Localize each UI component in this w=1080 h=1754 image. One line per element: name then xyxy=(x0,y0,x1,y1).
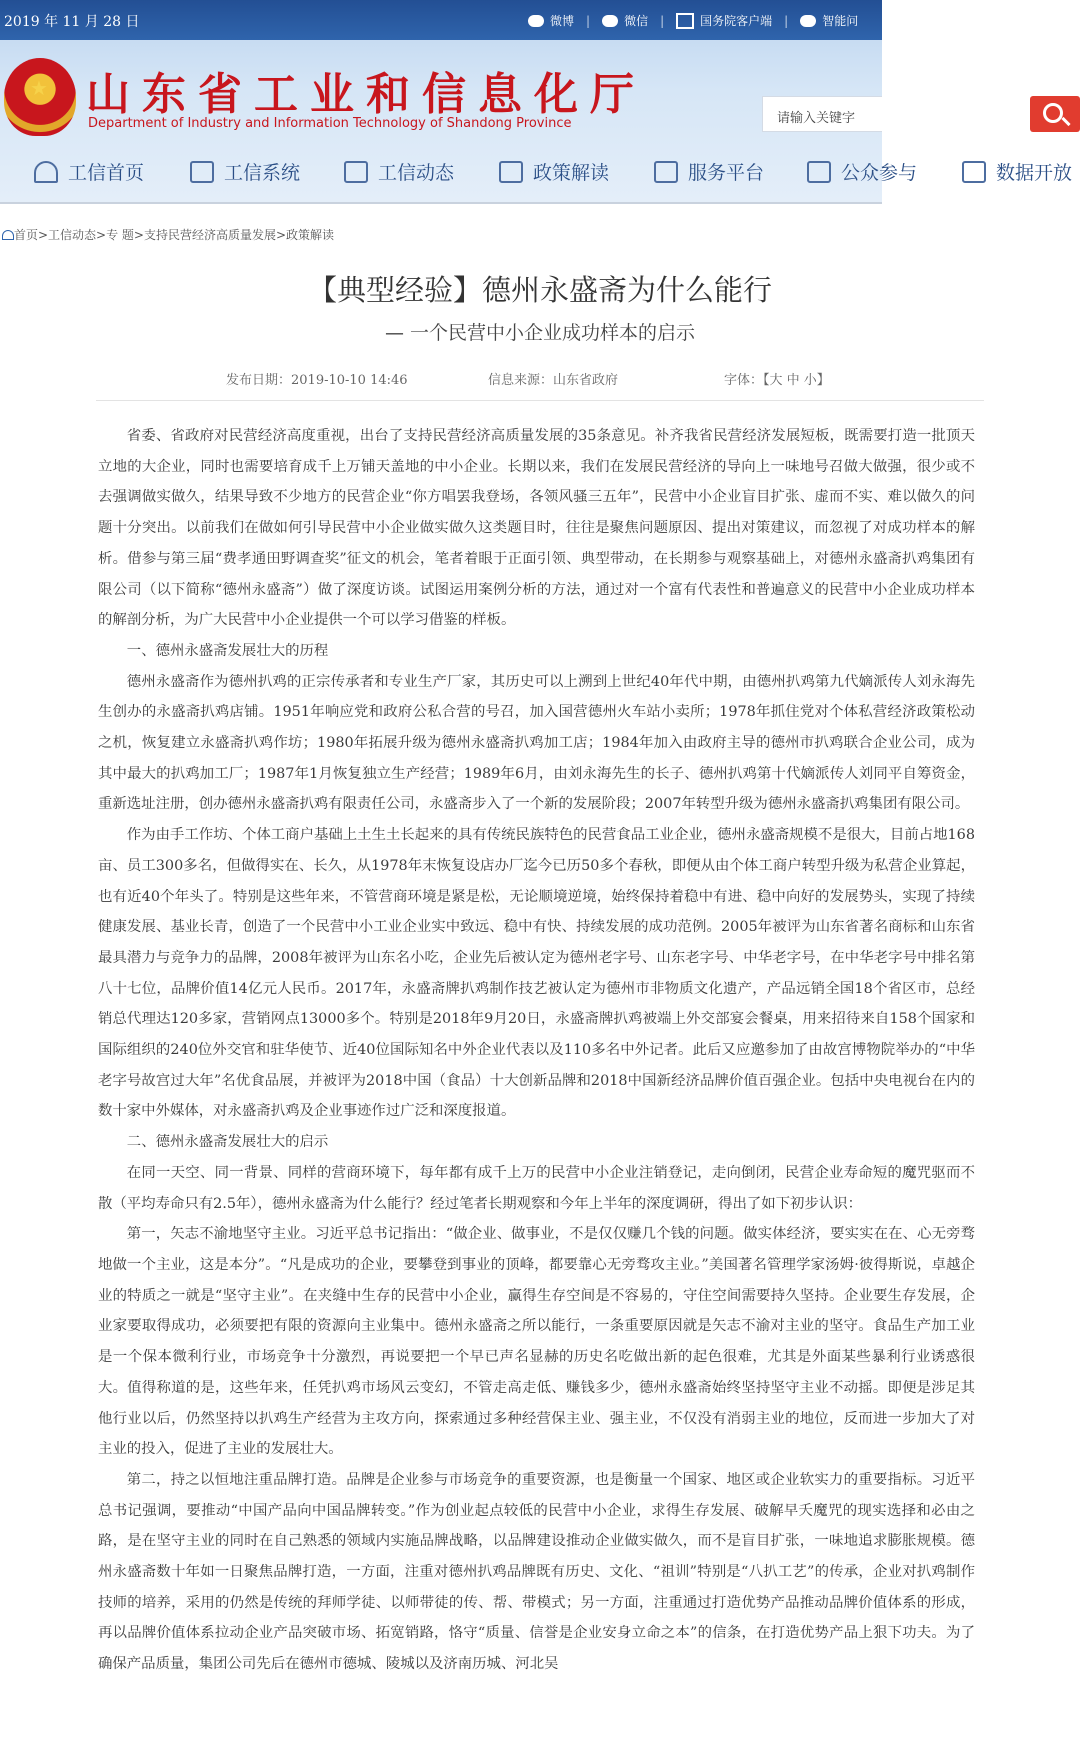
header-divider xyxy=(0,202,882,204)
site-subtitle: Department of Industry and Information Technology of Shandong Province xyxy=(88,116,572,131)
article-title: 【典型经验】德州永盛斋为什么能行 xyxy=(307,273,772,307)
breadcrumb xyxy=(2,226,334,243)
robot-link[interactable]: 智能问 xyxy=(800,12,858,29)
home-icon xyxy=(34,161,58,183)
book-icon xyxy=(807,161,831,183)
publish-date: 发布日期：2019-10-10 14:46 xyxy=(226,373,408,388)
search-input[interactable]: 请输入关键字 xyxy=(762,96,882,132)
paragraph: 作为由手工作坊、个体工商户基础上土生土长起来的具有传统民族特色的民营食品工业企业，德州永盛斋规模不是很大，目前占地168亩、员工300多名，但做得实在、长久，从1978年末恢复设店办厂迄今已历50多个春秋，即便从由个体工商户转型升级为私营企业算起，也有近40个年头了。特别是这些年来，不管营商环境是紧是松，无论顺境逆境，始终保持着稳中有进、稳中向好的发展势头，实现了持续健康发展、基业长青，创造了一个民营中小工业企业实中致远、稳中有快、持续发展的成功范例。2005年被评为山东省著名商标和山东省最具潜力与竞争力的品牌，2008年被评为山东名小吃，企业先后被认定为德州老字号、山东老字号、中华老字号，在中华老字号中排名第八十七位，品牌价值14亿元人民币。2017年，永盛斋牌扒鸡制作技艺被认定为德州市非物质文化遗产，产品远销全国18个省区市，总经销总代理达120多家，营销网点13000多个。特别是2018年9月20日，永盛斋牌扒鸡被端上外交部宴会餐桌，用来招待来自158个国家和国际组织的240位外交官和驻华使节、近40位国际知名中外企业代表以及110多名中外记者。此后又应邀参加了由故宫博物院举办的“中华老字号故宫过大年”名优食品展，并被评为2018中国（食品）十大创新品牌和2018中国新经济品牌价值百强企业。包括中央电视台在内的数十家中外媒体，对永盛斋扒鸡及企业事迹作过广泛和深度报道。 xyxy=(98,827,975,1120)
app-client-link[interactable]: 国务院客户端 xyxy=(676,12,772,29)
top-bar xyxy=(0,0,882,40)
weibo-icon xyxy=(528,15,544,27)
home-icon xyxy=(2,230,14,240)
robot-icon xyxy=(800,15,816,27)
article-body xyxy=(98,421,975,1680)
section-heading: 一、德州永盛斋发展壮大的历程 xyxy=(126,642,329,659)
paragraph: 第一，矢志不渝地坚守主业。习近平总书记指出：“做企业、做事业，不是仅仅赚几个钱的问题。做实体经济，要实实在在、心无旁骛地做一个主业，这是本分”。“凡是成功的企业，要攀登到事业的顶峰，都要靠心无旁骛攻主业。”美国著名管理学家汤姆·彼得斯说，卓越企业的特质之一就是“坚守主业”。在夹缝中生存的民营中小企业，赢得生存空间是不容易的，守住空间需要持久坚持。企业要生存发展，企业家要取得成功，必须要把有限的资源向主业集中。德州永盛斋之所以能行，一条重要原因就是矢志不渝对主业的坚守。食品生产加工业是一个保本微利行业，市场竞争十分激烈，再说要把一个早已声名显赫的历史名吃做出新的起色很难，尤其是外面某些暴利行业诱惑很大。值得称道的是，这些年来，任凭扒鸡市场风云变幻，不管走高走低、赚钱多少，德州永盛斋始终坚持坚守主业不动摇。即便是涉足其他行业以后，仍然坚持以扒鸡生产经营为主攻方向，探索通过多种经营保主业、强主业，不仅没有消弱主业的地位，反而进一步加大了对主业的投入，促进了主业的发展壮大。 xyxy=(98,1226,975,1458)
top-links: 微博 | 微信 | 国务院客户端 | 智能问 xyxy=(528,12,858,29)
weibo-link[interactable]: 微博 xyxy=(528,12,574,29)
search-icon xyxy=(1043,103,1063,123)
font-size-selector[interactable]: 字体：【大 中 小】 xyxy=(724,373,830,388)
paragraph: 第二，持之以恒地注重品牌打造。品牌是企业参与市场竞争的重要资源，也是衡量一个国家、地区或企业软实力的重要指标。习近平总书记强调，要推动“中国产品向中国品牌转变。”作为创业起点较低的民营中小企业，求得生存发展、破解早夭魔咒的现实选择和必由之路，是在坚守主业的同时在自己熟悉的领域内实施品牌战略，以品牌建设推动企业做实做久，而不是盲目扩张，一味地追求膨胀规模。德州永盛斋数十年如一日聚焦品牌打造，一方面，注重对德州扒鸡品牌既有历史、文化、“祖训”特别是“八扒工艺”的传承，企业对扒鸡制作技师的培养，采用的仍然是传统的拜师学徒、以师带徒的传、帮、带模式；另一方面，注重通过打造优势产品推动品牌价值体系的形成，再以品牌价值体系拉动企业产品突破市场、拓宽销路，恪守“质量、信誉是企业安身立命之本”的信条，在打造优势产品上狠下功夫。为了确保产品质量，集团公司先后在德州市德城、陵城以及济南历城、河北吴 xyxy=(98,1471,975,1673)
paragraph: 在同一天空、同一背景、同样的营商环境下，每年都有成千上万的民营中小企业注销登记，走向倒闭，民营企业寿命短的魔咒驱而不散（平均寿命只有2.5年），德州永盛斋为什么能行？经过笔者长期观察和今年上半年的深度调研，得出了如下初步认识： xyxy=(98,1164,975,1212)
data-icon xyxy=(962,161,986,183)
platform-icon xyxy=(654,161,678,183)
meta-divider xyxy=(96,400,984,401)
wechat-icon xyxy=(602,15,618,27)
breadcrumb-text[interactable]: 首页>工信动态>专 题>支持民营经济高质量发展>政策解读 xyxy=(14,228,335,242)
article-subtitle: — 一个民营中小企业成功样本的启示 xyxy=(384,322,696,344)
nav-home[interactable]: 工信首页 xyxy=(34,158,144,185)
site-title: 山东省工业和信息化厅 xyxy=(86,69,646,120)
building-icon xyxy=(190,161,214,183)
nav-system[interactable]: 工信系统 xyxy=(190,158,300,185)
app-client-icon xyxy=(676,13,694,29)
nav-participation[interactable]: 公众参与 xyxy=(807,158,917,185)
search-button[interactable] xyxy=(1030,96,1080,132)
nav-platform[interactable]: 服务平台 xyxy=(654,158,764,185)
section-heading: 二、德州永盛斋发展壮大的启示 xyxy=(126,1134,329,1151)
paragraph: 省委、省政府对民营经济高度重视，出台了支持民营经济高质量发展的35条意见。补齐我省民营经济发展短板，既需要打造一批顶天立地的大企业，同时也需要培育成千上万铺天盖地的中小企业。长期以来，我们在发展民营经济的导向上一味地号召做大做强，很少或不去强调做实做久，结果导致不少地方的民营企业“你方唱罢我登场，各领风骚三五年”，民营中小企业盲目扩张、虚而不实、难以做久的问题十分突出。以前我们在做如何引导民营中小企业做实做久这类题目时，往往是聚焦问题原因、提出对策建议，而忽视了对成功样本的解析。借参与第三届“费孝通田野调查奖”征文的机会，笔者着眼于正面引领、典型带动，在长期参与观察基础上，对德州永盛斋扒鸡集团有限公司（以下简称“德州永盛斋”）做了深度访谈。试图运用案例分析的方法，通过对一个富有代表性和普遍意义的民营中小企业成功样本的解剖分析，为广大民营中小企业提供一个可以学习借鉴的样板。 xyxy=(98,428,975,629)
nav-data[interactable]: 数据开放 xyxy=(962,158,1072,185)
wechat-link[interactable]: 微信 xyxy=(602,12,648,29)
nav-policy[interactable]: 政策解读 xyxy=(499,158,609,185)
news-icon xyxy=(344,161,368,183)
nav-news[interactable]: 工信动态 xyxy=(344,158,454,185)
national-emblem-icon: ★ xyxy=(4,58,76,136)
paragraph: 德州永盛斋作为德州扒鸡的正宗传承者和专业生产厂家，其历史可以上溯到上世纪40年代中期，由德州扒鸡第九代嫡派传人刘永海先生创办的永盛斋扒鸡店铺。1951年响应党和政府公私合营的号召，加入国营德州火车站小卖所；1978年抓住党对个体私营经济政策松动之机，恢复建立永盛斋扒鸡作坊；1980年拓展升级为德州永盛斋扒鸡加工店；1984年加入由政府主导的德州市扒鸡联合企业公司，成为其中最大的扒鸡加工厂；1987年1月恢复独立生产经营；1989年6月，由刘永海先生的长子、德州扒鸡第十代嫡派传人刘同平自筹资金，重新选址注册，创办德州永盛斋扒鸡有限责任公司，永盛斋步入了一个新的发展阶段；2007年转型升级为德州永盛斋扒鸡集团有限公司。 xyxy=(98,673,975,813)
info-source: 信息来源：山东省政府 xyxy=(488,373,619,388)
current-date: 2019 年 11 月 28 日 xyxy=(4,14,140,30)
policy-icon xyxy=(499,161,523,183)
main-nav xyxy=(0,158,1080,194)
